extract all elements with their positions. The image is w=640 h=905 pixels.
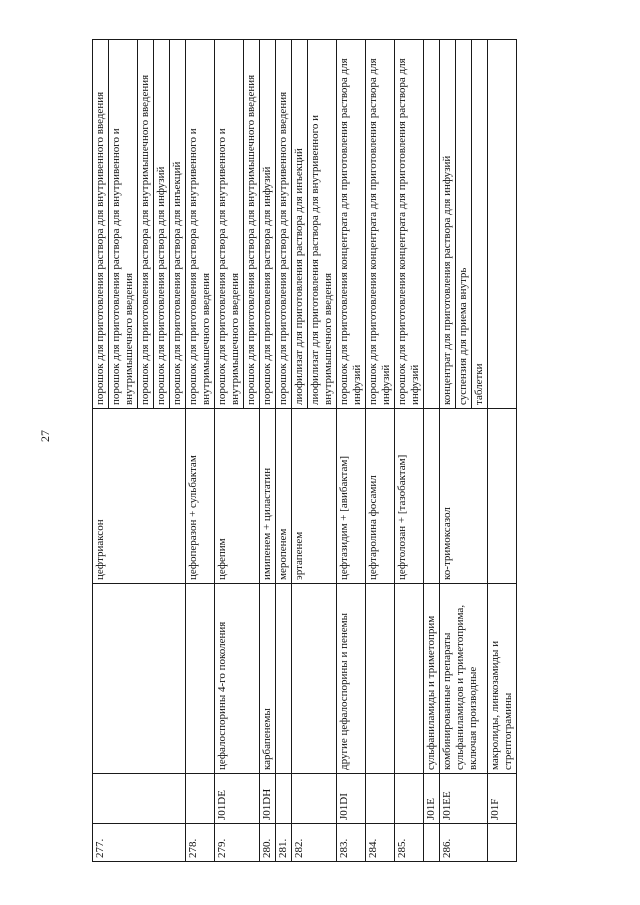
drug-name: цефоперазон + сульбактам [186, 409, 215, 584]
atc-code: J01DH [260, 774, 276, 824]
row-number: 282. [292, 824, 337, 862]
dosage-form: порошок для приготовления раствора для внутривенного и внутримышечного введения [215, 40, 244, 408]
atc-code: J01DE [215, 774, 260, 824]
dosage-forms [440, 40, 488, 409]
atc-code: J01F [488, 774, 517, 824]
table-row [488, 40, 517, 862]
dosage-forms [215, 40, 260, 409]
table-row [186, 40, 215, 862]
table-row [260, 40, 276, 862]
dosage-forms [395, 40, 424, 409]
table-body [93, 40, 517, 862]
rotated-table-container [92, 40, 550, 862]
row-number: 281. [276, 824, 292, 862]
drug-name [488, 409, 517, 584]
drug-name: эртапенем [292, 409, 337, 584]
row-number: 285. [395, 824, 424, 862]
atc-group: комбинированные препараты сульфаниламидов и триметоприма, включая производные [440, 584, 488, 774]
dosage-forms [488, 40, 517, 409]
drug-name [424, 409, 440, 584]
dosage-form: порошок для приготовления раствора для внутривенного введения [277, 91, 289, 405]
dosage-form: концентрат для приготовления раствора для инфузий [440, 40, 456, 408]
atc-group: карбапенемы [260, 584, 276, 774]
dosage-form: порошок для приготовления раствора для инфузий [261, 166, 273, 405]
atc-code [292, 774, 337, 824]
table-row [424, 40, 440, 862]
dosage-forms [337, 40, 366, 409]
row-number [488, 824, 517, 862]
dosage-form: лиофилизат для приготовления раствора для внутривенного и внутримышечного введения [309, 115, 334, 405]
dosage-forms [292, 40, 337, 409]
dosage-form [488, 40, 490, 408]
table-row [93, 40, 186, 862]
dosage-form: порошок для приготовления раствора для инъекций [171, 161, 183, 405]
dosage-form [424, 40, 426, 408]
dosage-form: суспензия для приема внутрь [456, 40, 472, 408]
dosage-form: порошок для приготовления раствора для внутривенного и внутримышечного введения [109, 40, 138, 408]
drug-name: имипенем + циластатин [260, 409, 276, 584]
dosage-form: порошок для приготовления раствора для внутривенного и внутримышечного введения [187, 128, 212, 405]
table-row [366, 40, 395, 862]
drug-name: цефтриаксон [93, 409, 186, 584]
table-row [276, 40, 292, 862]
table-row [440, 40, 488, 862]
dosage-form: таблетки [473, 363, 485, 405]
atc-group [366, 584, 395, 774]
dosage-form: порошок для приготовления концентрата для приготовления раствора для инфузий [367, 58, 392, 405]
drug-name: цефтаролина фосамил [366, 409, 395, 584]
atc-group [276, 584, 292, 774]
atc-group [186, 584, 215, 774]
table-row [215, 40, 260, 862]
drug-name: цефтолозан + [тазобактам] [395, 409, 424, 584]
dosage-form: порошок для приготовления раствора для внутримышечного введения [138, 40, 154, 408]
dosage-forms [276, 40, 292, 409]
row-number: 284. [366, 824, 395, 862]
drug-name: цефтазидим + [авибактам] [337, 409, 366, 584]
row-number: 278. [186, 824, 215, 862]
table-row [395, 40, 424, 862]
dosage-forms [93, 40, 186, 409]
atc-group [292, 584, 337, 774]
drug-list-table [92, 39, 517, 862]
atc-group [93, 584, 186, 774]
dosage-forms [186, 40, 215, 409]
table-row [292, 40, 337, 862]
dosage-form: порошок для приготовления концентрата для приготовления раствора для инфузий [338, 58, 363, 405]
dosage-form: лиофилизат для приготовления раствора для инъекций [292, 40, 308, 408]
atc-code: J01EE [440, 774, 488, 824]
dosage-form: порошок для приготовления концентрата для приготовления раствора для инфузий [396, 58, 421, 405]
atc-code: J01E [424, 774, 440, 824]
atc-group: цефалоспорины 4-го поколения [215, 584, 260, 774]
row-number: 286. [440, 824, 488, 862]
dosage-form: порошок для приготовления раствора для внутривенного введения [93, 40, 109, 408]
atc-code [186, 774, 215, 824]
dosage-forms [366, 40, 395, 409]
atc-code [276, 774, 292, 824]
row-number: 279. [215, 824, 260, 862]
dosage-form: порошок для приготовления раствора для инфузий [154, 40, 170, 408]
atc-group [395, 584, 424, 774]
row-number: 277. [93, 824, 186, 862]
drug-name: ко-тримоксазол [440, 409, 488, 584]
table-row [337, 40, 366, 862]
atc-code: J01DI [337, 774, 366, 824]
drug-name: меропенем [276, 409, 292, 584]
dosage-forms [260, 40, 276, 409]
dosage-form: порошок для приготовления раствора для внутримышечного введения [245, 74, 257, 405]
row-number: 283. [337, 824, 366, 862]
page-number: 27 [38, 430, 52, 442]
atc-group: макролиды, линкозамиды и стрептограмины [488, 584, 517, 774]
drug-name: цефепим [215, 409, 260, 584]
row-number [424, 824, 440, 862]
atc-code [93, 774, 186, 824]
atc-code [366, 774, 395, 824]
atc-code [395, 774, 424, 824]
dosage-forms [424, 40, 440, 409]
row-number: 280. [260, 824, 276, 862]
atc-group: сульфаниламиды и триметоприм [424, 584, 440, 774]
atc-group: другие цефалоспорины и пенемы [337, 584, 366, 774]
